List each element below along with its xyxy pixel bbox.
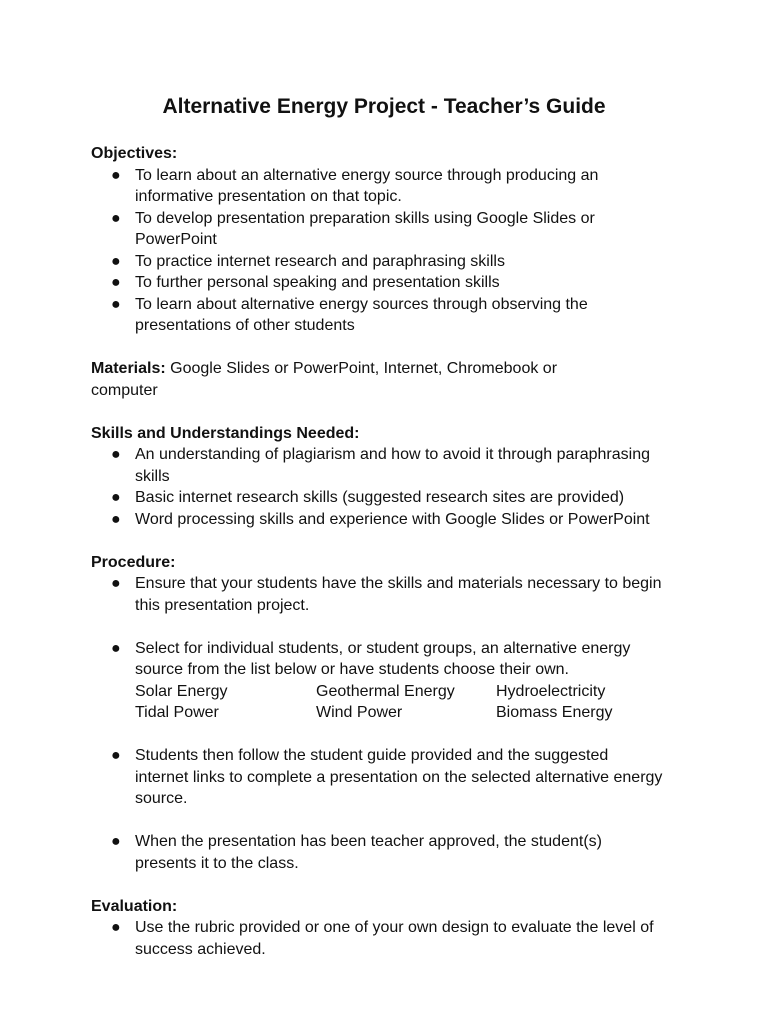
bullet-icon: ● [111, 639, 121, 657]
bullet-icon: ● [111, 274, 121, 291]
skills-heading: Skills and Understandings Needed: [91, 424, 360, 442]
bullet-icon: ● [111, 295, 121, 313]
energy-source: Biomass Energy [496, 704, 613, 721]
evaluation-heading: Evaluation: [91, 897, 178, 915]
list-item: ● To practice internet research and paraphrasing skills [91, 251, 731, 273]
list-item: ● To learn about an alternative energy source through producing an informative presentation on that topic. [111, 166, 599, 205]
list-item: ● When the presentation has been teacher approved, the student(s) presents it to the class. [111, 833, 602, 872]
list-item: ● Word processing skills and experience with Google Slides or PowerPoint [91, 509, 731, 531]
evaluation-list [91, 917, 731, 960]
list-item: ● Ensure that your students have the skills and materials necessary to begin this presentation project. [111, 575, 662, 614]
list-item: ● To further personal speaking and presentation skills [91, 272, 731, 294]
bullet-icon: ● [111, 575, 121, 592]
page-title: Alternative Energy Project - Teacher’s Guide [162, 95, 606, 118]
bullet-icon: ● [111, 489, 121, 506]
bullet-icon: ● [111, 919, 121, 936]
document-body [91, 143, 731, 960]
bullet-icon: ● [111, 209, 121, 227]
energy-source: Solar Energy [135, 682, 228, 700]
list-item: ● To learn about alternative energy sources through observing the presentations of other students [111, 295, 588, 334]
list-item: ● An understanding of plagiarism and how to avoid it through paraphrasing skills [111, 446, 650, 485]
bullet-icon: ● [111, 833, 121, 850]
list-item: ● Students then follow the student guide provided and the suggested internet links to complete a presentation on the selected alternative energy source. [111, 747, 663, 807]
skills-list [91, 444, 731, 530]
energy-source: Tidal Power [135, 704, 219, 721]
bullet-icon: ● [111, 252, 121, 270]
bullet-icon: ● [111, 510, 121, 528]
energy-source: Wind Power [316, 704, 403, 721]
bullet-icon: ● [111, 747, 121, 764]
list-item: ● Select for individual students, or student groups, an alternative energy source from the list below or have students choose their own. Solar Energy Geothermal Energy Hydroelectricity Tidal Power Wind Power Biomass Energy [91, 638, 675, 724]
list-item: ● To develop presentation preparation skills using Google Slides or PowerPoint [111, 209, 595, 248]
materials-paragraph [91, 358, 621, 401]
materials-label: Materials: [91, 360, 166, 377]
objectives-heading: Objectives: [91, 145, 178, 162]
objectives-list [91, 165, 731, 337]
list-item: ● Basic internet research skills (suggested research sites are provided) [91, 487, 731, 509]
bullet-icon: ● [111, 166, 121, 184]
materials-text: Google Slides or PowerPoint, Internet, Chromebook or computer [91, 360, 558, 399]
energy-source: Hydroelectricity [496, 682, 606, 700]
list-item: ● Use the rubric provided or one of your own design to evaluate the level of success achieved. [111, 919, 654, 958]
energy-source-table [135, 681, 675, 724]
procedure-list [91, 573, 731, 874]
procedure-heading: Procedure: [91, 553, 176, 571]
energy-source: Geothermal Energy [316, 682, 455, 700]
bullet-icon: ● [111, 446, 121, 463]
